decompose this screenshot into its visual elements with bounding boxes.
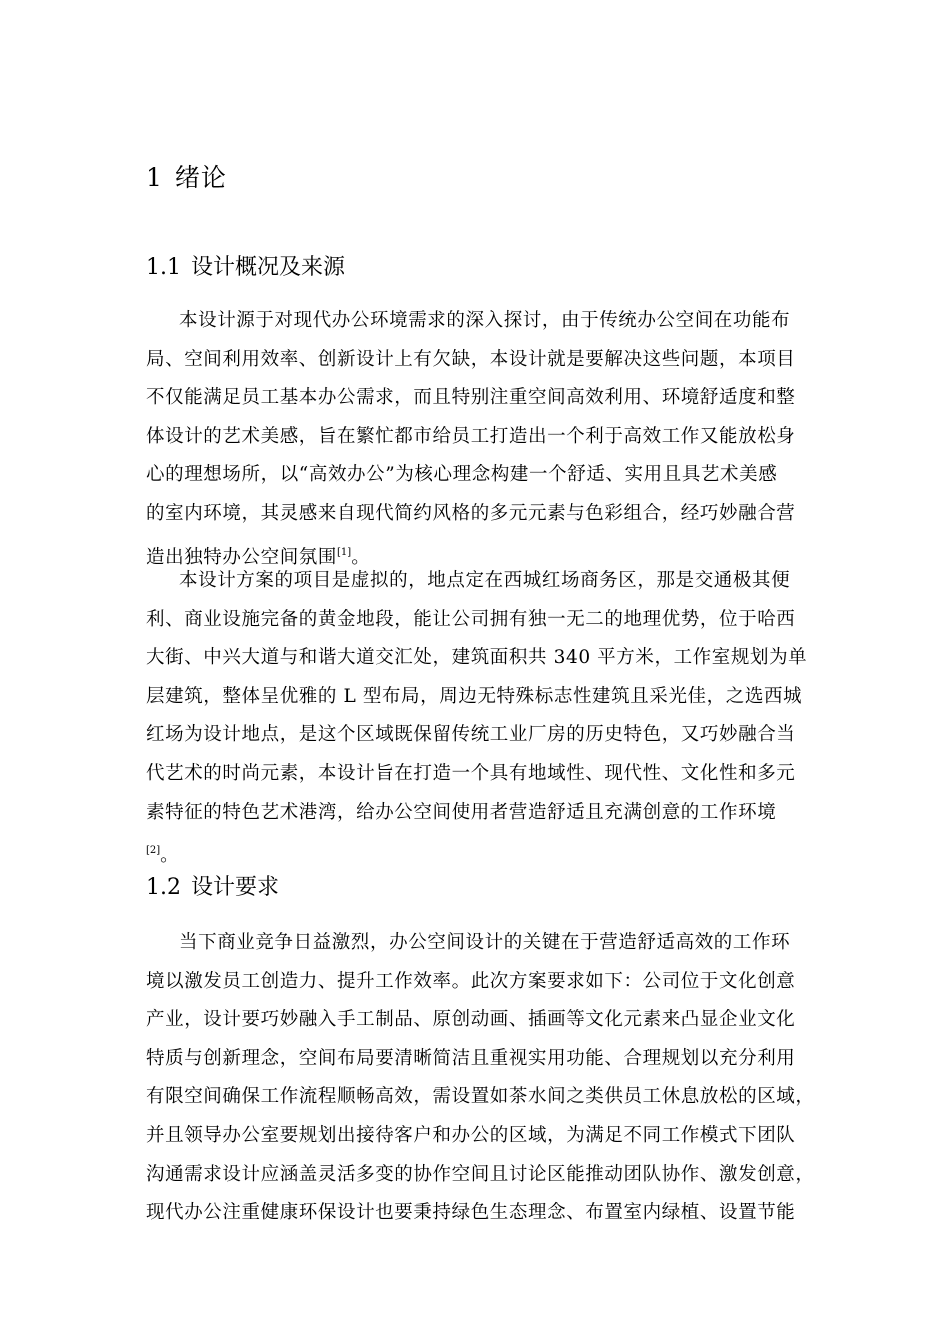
text-line: 红场为设计地点，是这个区域既保留传统工业厂房的历史特色，又巧妙融合当	[146, 724, 796, 746]
sentence-end: 。	[160, 845, 180, 867]
paragraph-design-overview	[146, 302, 826, 572]
text-line: 不仅能满足员工基本办公需求，而且特别注重空间高效利用、环境舒适度和整	[146, 387, 796, 409]
section-number: 1.2	[146, 875, 181, 900]
section-heading-1-2	[146, 872, 279, 904]
text-line: 产业，设计要巧妙融入手工制品、原创动画、插画等文化元素来凸显企业文化	[146, 1009, 796, 1031]
text-line: 素特征的特色艺术港湾，给办公空间使用者营造舒适且充满创意的工作环境	[146, 801, 777, 823]
text-line: 境以激发员工创造力、提升工作效率。此次方案要求如下：公司位于文化创意	[146, 970, 796, 992]
section-number: 1.1	[146, 255, 181, 280]
text-line	[146, 832, 826, 871]
text-line: 局、空间利用效率、创新设计上有欠缺，本设计就是要解决这些问题，本项目	[146, 348, 796, 370]
text-line: 本设计方案的项目是虚拟的，地点定在西城红场商务区，那是交通极其便	[179, 570, 791, 591]
section-heading-1-1	[146, 252, 345, 284]
paragraph-design-requirements	[146, 924, 826, 1233]
citation-ref: [2]	[146, 845, 161, 857]
section-title: 设计概况及来源	[191, 255, 346, 280]
paragraph-project-site	[146, 562, 826, 871]
text-line: 利、商业设施完备的黄金地段，能让公司拥有独一无二的地理优势，位于哈西	[146, 608, 796, 630]
text-line: 沟通需求设计应涵盖灵活多变的协作空间且讨论区能推动团队协作、激发创意，	[146, 1163, 815, 1185]
text-line: 本设计源于对现代办公环境需求的深入探讨，由于传统办公空间在功能布	[179, 310, 791, 331]
chapter-title: 绪论	[174, 163, 227, 192]
sentence-end: 。	[351, 546, 371, 568]
text-line: 特质与创新理念，空间布局要清晰简洁且重视实用功能、合理规划以充分利用	[146, 1047, 796, 1069]
chapter-number: 1	[146, 163, 163, 192]
text-line: 的室内环境，其灵感来自现代简约风格的多元元素与色彩组合，经巧妙融合营	[146, 502, 796, 524]
text-line: 有限空间确保工作流程顺畅高效，需设置如茶水间之类供员工休息放松的区域，	[146, 1086, 815, 1108]
text-line: 现代办公注重健康环保设计也要秉持绿色生态理念、布置室内绿植、设置节能	[146, 1202, 796, 1224]
section-title: 设计要求	[191, 875, 280, 900]
text-line: 大街、中兴大道与和谐大道交汇处，建筑面积共 340 平方米，工作室规划为单	[146, 647, 808, 669]
citation-ref: [1]	[337, 546, 352, 558]
text-line: 并且领导办公室要规划出接待客户和办公的区域，为满足不同工作模式下团队	[146, 1124, 796, 1146]
text-line: 体设计的艺术美感，旨在繁忙都市给员工打造出一个利于高效工作又能放松身	[146, 425, 796, 447]
text-line: 当下商业竞争日益激烈，办公空间设计的关键在于营造舒适高效的工作环	[179, 932, 791, 953]
text-fragment: 造出独特办公空间氛围	[146, 546, 338, 568]
chapter-heading	[146, 160, 227, 196]
text-line: 心的理想场所，以“高效办公”为核心理念构建一个舒适、实用且具艺术美感	[146, 464, 778, 486]
text-line: 层建筑，整体呈优雅的 L 型布局，周边无特殊标志性建筑且采光佳，之选西城	[146, 685, 803, 707]
text-line: 代艺术的时尚元素，本设计旨在打造一个具有地域性、现代性、文化性和多元	[146, 762, 796, 784]
